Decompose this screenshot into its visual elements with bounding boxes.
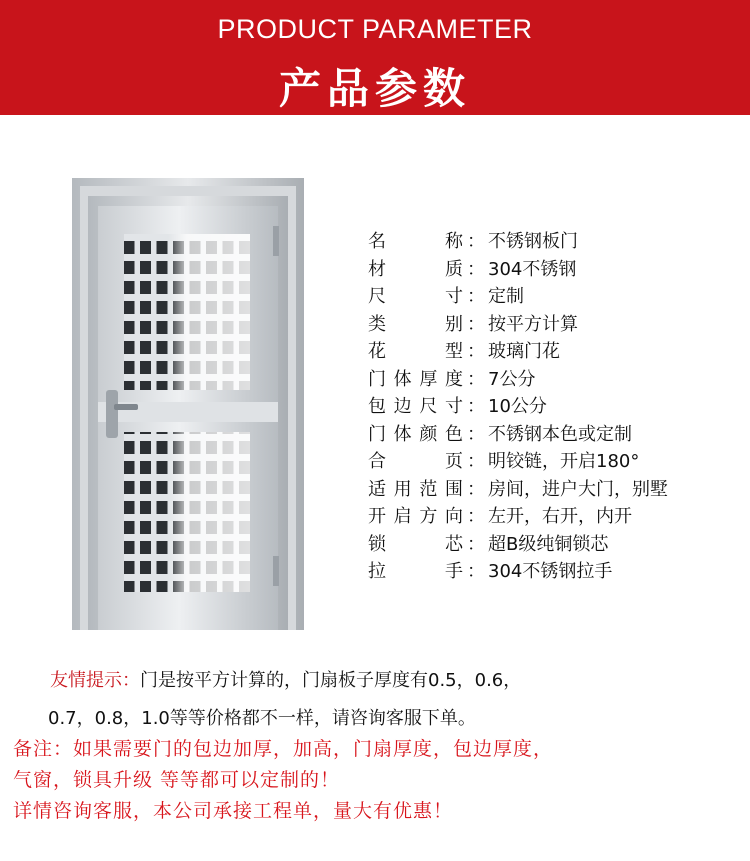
param-row-usage: 适用范围 ： 房间，进户大门，别墅	[368, 478, 668, 500]
param-row-size: 尺寸 ： 定制	[368, 286, 524, 307]
param-row-material: 材质 ： 304不锈钢	[368, 258, 577, 280]
param-row-thickness: 门体厚度 ： 7公分	[368, 368, 536, 390]
param-row-edge-size: 包边尺寸 ： 10公分	[368, 396, 547, 417]
remark-line-3: 详情咨询客服，本公司承接工程单，量大有优惠！	[13, 800, 454, 822]
param-row-opening: 开启方向 ： 左开，右开，内开	[368, 506, 632, 527]
param-row-color: 门体颜色 ： 不锈钢本色或定制	[368, 423, 632, 445]
header-banner	[0, 0, 750, 115]
param-row-lock: 锁芯 ： 超B级纯铜锁芯	[368, 533, 609, 555]
tip-text-1: 门是按平方计算的，门扇板子厚度有0.5，0.6，	[140, 670, 522, 691]
tip-line-1	[50, 666, 521, 692]
param-row-name: 名称 ： 不锈钢板门	[368, 231, 578, 252]
param-row-handle: 拉手 ： 304不锈钢拉手	[368, 561, 613, 582]
remark-line-2: 气窗，锁具升级 等等都可以定制的！	[13, 769, 341, 791]
param-row-pattern: 花型 ： 玻璃门花	[368, 341, 560, 362]
param-row-category: 类别 ： 按平方计算	[368, 313, 578, 335]
param-row-hinge: 合页 ： 明铰链，开启180°	[368, 451, 640, 472]
title-cn: 产品参数	[278, 64, 471, 113]
tip-label: 友情提示：	[50, 670, 140, 691]
door-image	[72, 178, 304, 630]
title-en: PRODUCT PARAMETER	[217, 14, 533, 44]
remark-line-1: 备注：如果需要门的包边加厚，加高，门扇厚度，包边厚度，	[13, 738, 554, 760]
tip-line-2: 0.7，0.8，1.0等等价格都不一样，请咨询客服下单。	[48, 708, 476, 729]
parameter-list	[368, 228, 748, 586]
